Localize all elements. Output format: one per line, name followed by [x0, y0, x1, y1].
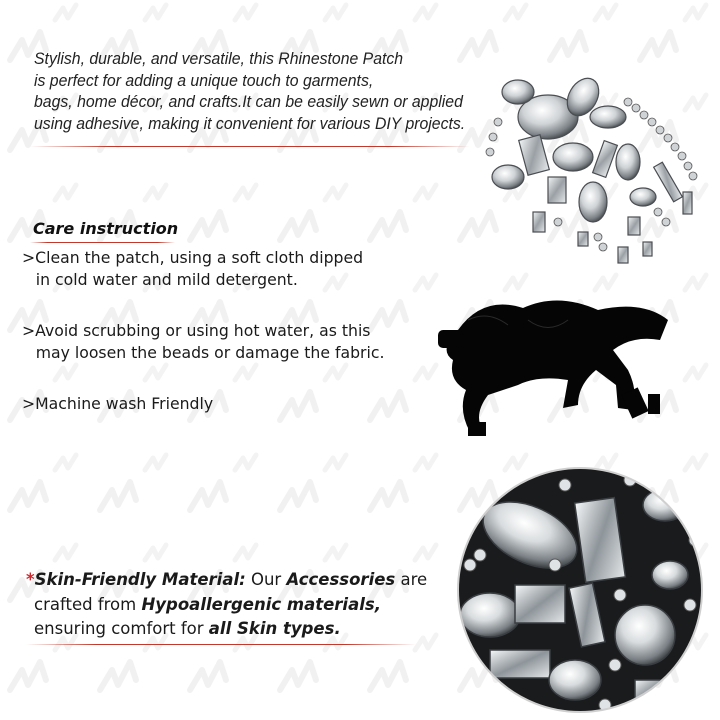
care-item-clean [22, 247, 363, 291]
care-item-line: >Avoid scrubbing or using hot water, as this [22, 321, 371, 340]
care-item-avoid [22, 320, 384, 364]
care-title: Care instruction [33, 219, 179, 238]
hypoallergenic-text: Hypoallergenic materials, [141, 594, 381, 614]
closeup-gem-image [455, 465, 705, 715]
skin-text: Our [245, 570, 287, 589]
skin-text: ensuring comfort for [34, 619, 209, 638]
skin-text: crafted from [34, 594, 142, 614]
rhinestone-patch-front-image [478, 62, 708, 272]
care-item-machine-wash [22, 393, 213, 415]
divider-top [30, 146, 470, 147]
care-item-line: >Clean the patch, using a soft cloth dipped [22, 248, 364, 267]
product-description [34, 48, 471, 134]
asterisk: * [26, 570, 35, 589]
divider-bottom [26, 644, 416, 645]
care-item-line: in cold water and mild detergent. [35, 270, 298, 289]
skin-friendly-label: Skin-Friendly Material: [34, 570, 246, 589]
accessories-text: Accessories [286, 570, 396, 589]
description-line: bags, home décor, and crafts.It can be easily sewn or applied [34, 92, 463, 111]
care-item-line: >Machine wash Friendly [22, 394, 214, 413]
patch-back-image [428, 290, 678, 450]
all-skin-types-text: all Skin types. [208, 619, 341, 638]
description-line: is perfect for adding a unique touch to garments, [34, 70, 374, 90]
skin-friendly-block [26, 568, 426, 642]
skin-text: are [395, 570, 428, 589]
care-item-line: may loosen the beads or damage the fabric. [35, 343, 385, 362]
description-line: using adhesive, making it convenient for various DIY projects. [34, 113, 466, 133]
care-title-underline [30, 242, 175, 243]
description-line: Stylish, durable, and versatile, this Rhinestone Patch [34, 49, 404, 68]
